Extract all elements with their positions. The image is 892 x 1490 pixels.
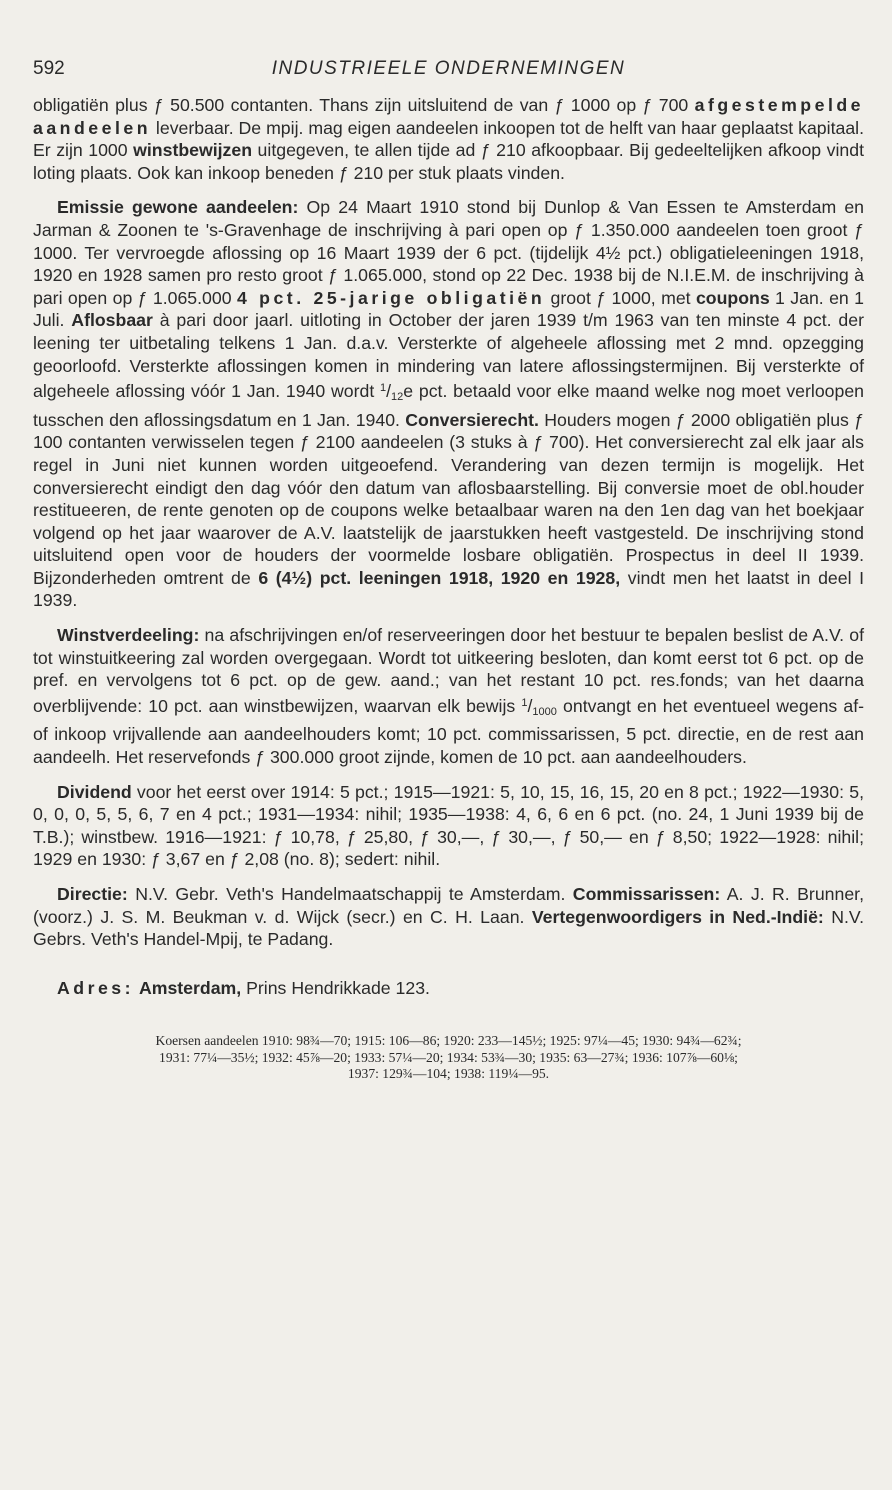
koersen-line: Koersen aandeelen 1910: 98¾—70; 1915: 106—86; 1920: 233—145½; 1925: 97¼—45; 1930: 94¾—62¾; bbox=[155, 1033, 742, 1049]
koersen-line: 1931: 77¼—35½; 1932: 45⅞—20; 1933: 57¼—20; 1934: 53¾—30; 1935: 63—27¾; 1936: 107⅞—60⅛; bbox=[159, 1049, 738, 1065]
paragraph-aandeelen: obligatiën plus ƒ 50.500 contanten. Thans zijn uitsluitend de van ƒ 1000 op ƒ 700 afgestempelde aandeelen leverbaar. De mpij. mag eigen aandeelen inkoopen tot de helft van haar geplaatst kapitaal. Er zijn 1000 winstbewijzen uitgegeven, te allen tijde ad ƒ 210 afkoopbaar. Bij gedeeltelijken afkoop vindt loting plaats. Ook kan inkoop beneden ƒ 210 per stuk plaats vinden. bbox=[33, 95, 864, 183]
paragraph-emissie: Emissie gewone aandeelen: Op 24 Maart 1910 stond bij Dunlop & Van Essen te Amsterdam en Jarman & Zoonen te 's-Gravenhage de inschrijving à pari open op ƒ 1.350.000 aandeelen toen groot ƒ 1000. Ter vervroegde aflossing op 16 Maart 1939 der 6 pct. (tijdelijk 4½ pct.) obligatieleeningen 1918, 1920 en 1928 samen pro resto groot ƒ 1.065.000, stond op 22 Dec. 1938 bij de N.I.E.M. de inschrijving à pari open op ƒ 1.065.000 4 pct. 25-jarige obligatiën groot ƒ 1000, met coupons 1 Jan. en 1 Juli. Aflosbaar à pari door jaarl. uitloting in October der jaren 1939 t/m 1963 van ten minste 4 pct. der leening ter uitbetaling telkens 1 Jan. d.a.v. Versterkte of algeheele aflossing met 2 mnd. opzegging geoorloofd. Versterkte aflossingen komen in mindering van latere aflossingstermijnen. Bij versterkte of algeheele aflossing vóór 1 Jan. 1940 wordt $^1/_{12}e$ pct. betaald voor elke maand welke nog moet verloopen tusschen den aflossingsdatum en 1 Jan. 1940. Conversierecht. Houders mogen ƒ 2000 obligatiën plus ƒ 100 contanten verwisselen tegen ƒ 2100 aandeelen (3 stuks à ƒ 700). Het conversierecht zal elk jaar als regel in Juni niet kunnen worden uitgeoefend. Verandering van dezen termijn is mogelijk. Het conversierecht eindigt den dag vóór den datum van aflosbaarstelling. Bij conversie moet de obl.houder restitueeren, de rente genoten op de coupons welke betaalbaar waren na den 1en dag van het boekjaar volgend op het jaar waarover de A.V. laatstelijk de jaarstukken heeft vastgesteld. De inschrijving stond uitsluitend open voor de houders der voormelde losbare obligatiën. Prospectus in deel II 1939. Bijzonderheden omtrent de 6 (4½) pct. leeningen 1918, 1920 en 1928, vindt men het laatst in deel I 1939. bbox=[33, 197, 865, 611]
paragraph-directie: Directie: N.V. Gebr. Veth's Handelmaatschappij te Amsterdam. Commissarissen: A. J. R. Brunner, (voorz.) J. S. M. Beukman v. d. Wijck (secr.) en C. H. Laan. Vertegenwoordigers in Ned.-Indië: N.V. Gebrs. Veth's Handel-Mpij, te Padang. bbox=[33, 884, 864, 950]
running-title: INDUSTRIEELE ONDERNEMINGEN bbox=[271, 58, 626, 79]
paragraph-winstverdeeling: Winstverdeeling: na afschrijvingen en/of reserveeringen door het bestuur te bepalen beslist de A.V. of tot winstuitkeering zal worden overgegaan. Wordt tot uitkeering besloten, dan komt eerst tot 6 pct. op de pref. en vervolgens tot 6 pct. op de gew. aand.; van het restant 10 pct. res.fonds; van het daarna overblijvende: 10 pct. aan winstbewijzen, waarvan elk bewijs $^1/_{1000}$ ontvangt en het eventueel wegens af- of inkoop vrijvallende aan aandeelhouders komt; 10 pct. commissarissen, 5 pct. directie, en de rest aan aandeelh. Het reservefonds ƒ 300.000 groot zijnde, komen de 10 pct. aan aandeelhouders. bbox=[33, 625, 864, 768]
page-number: 592 bbox=[33, 58, 65, 79]
koersen-line: 1937: 129¾—104; 1938: 119¼—95. bbox=[347, 1066, 550, 1082]
koersen-footnote bbox=[33, 1033, 864, 1083]
paragraph-dividend: Dividend voor het eerst over 1914: 5 pct.; 1915—1921: 5, 10, 15, 16, 15, 20 en 8 pct.; 1922—1930: 5, 0, 0, 0, 5, 5, 6, 7 en 4 pct.; 1931—1934: nihil; 1935—1938: 4, 6, 6 en 6 pct. (no. 24, 1 Juni 1939 bij de T.B.); winstbew. 1916—1921: ƒ 10,78, ƒ 25,80, ƒ 30,—, ƒ 30,—, ƒ 50,— en ƒ 8,50; 1922—1928: nihil; 1929 en 1930: ƒ 3,67 en ƒ 2,08 (no. 8); sedert: nihil. bbox=[33, 781, 864, 870]
paragraph-adres: Adres: Amsterdam, Prins Hendrikkade 123. bbox=[57, 977, 430, 998]
page-header bbox=[33, 58, 864, 94]
